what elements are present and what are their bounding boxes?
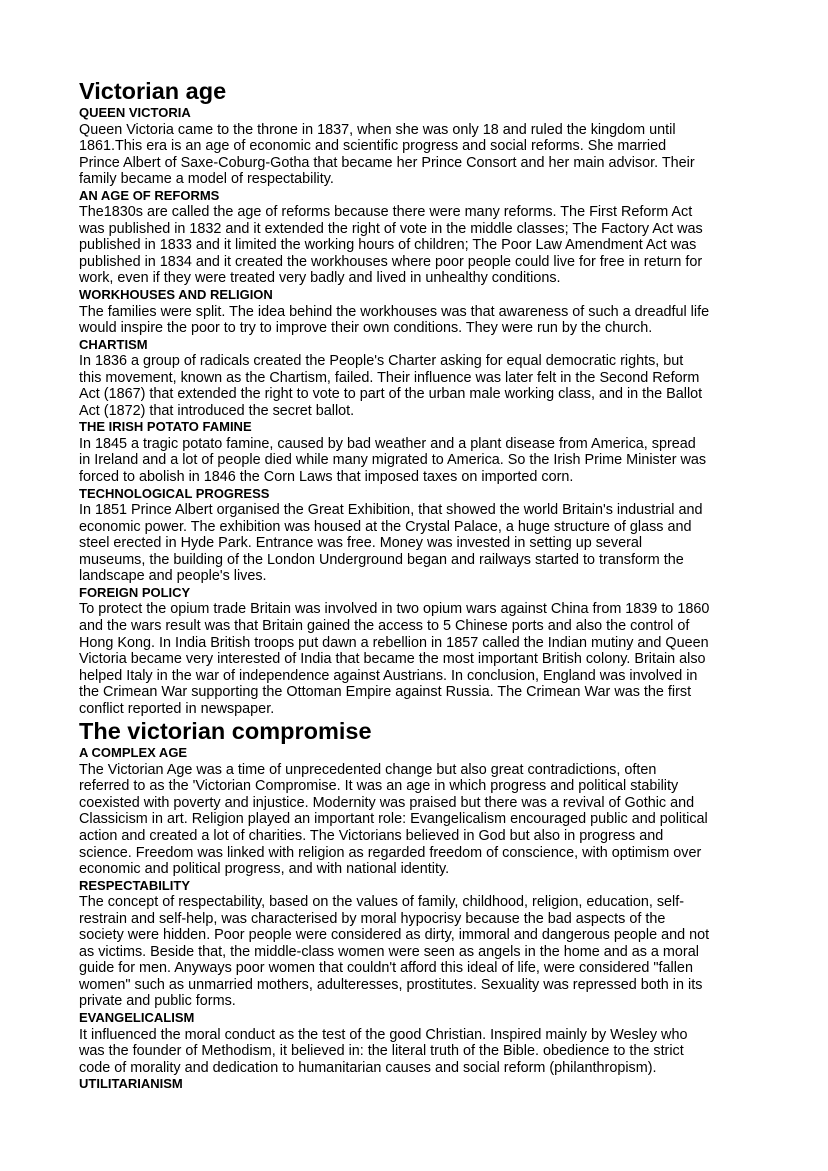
paragraph-line: private and public forms.	[79, 993, 236, 1010]
section	[79, 585, 779, 717]
section	[79, 287, 779, 337]
section-heading: CHARTISM	[79, 336, 148, 352]
part-title: The victorian compromise	[79, 718, 372, 745]
section	[79, 745, 779, 877]
section	[79, 188, 779, 287]
section-paragraph	[79, 353, 779, 419]
section	[79, 1076, 779, 1093]
paragraph-line: Hong Kong. In India British troops put dawn a rebellion in 1857 called the Indian mutiny and Queen	[79, 634, 709, 651]
paragraph-line: family became a model of respectability.	[79, 171, 334, 188]
paragraph-line: in Ireland and a lot of people died while many migrated to America. So the Irish Prime Minister was	[79, 452, 707, 469]
section-heading: UTILITARIANISM	[79, 1076, 183, 1092]
paragraph-line: The1830s are called the age of reforms because there were many reforms. The First Reform Act	[79, 204, 693, 221]
paragraph-line: landscape and people's lives.	[79, 568, 267, 585]
paragraph-line: Victoria became very interested of India that became the most important British colony. Britain also	[79, 651, 706, 668]
paragraph-line: steel erected in Hyde Park. Entrance was free. Money was invested in setting up several	[79, 535, 643, 552]
paragraph-line: conflict reported in newspaper.	[79, 700, 275, 717]
section-heading: THE IRISH POTATO FAMINE	[79, 419, 252, 435]
section-heading: QUEEN VICTORIA	[79, 105, 191, 120]
section	[79, 337, 779, 420]
section-paragraph	[79, 304, 779, 337]
paragraph-line: In 1851 Prince Albert organised the Great Exhibition, that showed the world Britain's industrial and	[79, 502, 703, 519]
paragraph-line: was the founder of Methodism, it believed in: the literal truth of the Bible. obedience to the strict	[79, 1043, 684, 1060]
part-title: Victorian age	[79, 78, 227, 104]
paragraph-line: women" such as unmarried mothers, adulteresses, prostitutes. Sexuality was repressed both in its	[79, 976, 703, 993]
paragraph-line: Prince Albert of Saxe-Coburg-Gotha that became her Prince Consort and her main advisor. Their	[79, 154, 695, 171]
paragraph-line: was published in 1832 and it extended the right of vote in the middle classes; The Factory Act was	[79, 220, 703, 237]
paragraph-line: as victims. Beside that, the middle-class women were seen as angels in the home and as a moral	[79, 943, 699, 960]
paragraph-line: economic and political progress, and with national identity.	[79, 861, 450, 878]
section-paragraph	[79, 436, 779, 486]
section-heading: RESPECTABILITY	[79, 877, 190, 893]
paragraph-line: and the wars result was that Britain gained the access to 5 Chinese ports and also the control of	[79, 617, 690, 634]
paragraph-line: action and created a lot of charities. The Victorians believed in God but also in progress and	[79, 827, 664, 844]
section-heading: AN AGE OF REFORMS	[79, 187, 220, 203]
section-paragraph	[79, 502, 779, 585]
section-heading: FOREIGN POLICY	[79, 584, 191, 600]
paragraph-line: The concept of respectability, based on the values of family, childhood, religion, education, self-	[79, 894, 685, 911]
paragraph-line: referred to as the 'Victorian Compromise. It was an age in which progress and political stability	[79, 778, 679, 795]
paragraph-line: published in 1833 and it limited the working hours of children; The Poor Law Amendment Act was	[79, 237, 697, 254]
section-paragraph	[79, 762, 779, 878]
paragraph-line: this movement, known as the Chartism, failed. Their influence was later felt in the Second Reform	[79, 369, 700, 386]
paragraph-line: would inspire the poor to try to improve their own conditions. They were run by the church.	[79, 320, 653, 337]
paragraph-line: Act (1872) that introduced the secret ballot.	[79, 402, 355, 419]
section-heading: WORKHOUSES AND RELIGION	[79, 287, 273, 303]
paragraph-line: Classicism in art. Religion played an important role: Evangelicalism encouraged public and political	[79, 811, 708, 828]
section	[79, 486, 779, 585]
section-heading: TECHNOLOGICAL PROGRESS	[79, 485, 270, 501]
paragraph-line: society were hidden. Poor people were considered as dirty, immoral and dangerous people and not	[79, 927, 710, 944]
paragraph-line: coexisted with poverty and injustice. Modernity was praised but there was a revival of Gothic and	[79, 794, 695, 811]
section-heading: A COMPLEX AGE	[79, 745, 188, 761]
section	[79, 1010, 779, 1076]
paragraph-line: Act (1867) that extended the right to vote to part of the urban male working class, and in the Ballot	[79, 386, 703, 403]
paragraph-line: guide for men. Anyways poor women that couldn't afford this ideal of life, were considered "fallen	[79, 960, 693, 977]
document-page	[79, 78, 779, 1093]
section-paragraph	[79, 122, 779, 188]
paragraph-line: Queen Victoria came to the throne in 1837, when she was only 18 and ruled the kingdom until	[79, 121, 676, 138]
paragraph-line: The Victorian Age was a time of unprecedented change but also great contradictions, often	[79, 761, 657, 778]
section-paragraph	[79, 204, 779, 287]
paragraph-line: 1861.This era is an age of economic and scientific progress and social reforms. She married	[79, 138, 667, 155]
paragraph-line: The families were split. The idea behind the workhouses was that awareness of such a dreadful life	[79, 303, 710, 320]
section	[79, 419, 779, 485]
paragraph-line: code of morality and dedication to humanitarian causes and social reform (philanthropism).	[79, 1059, 657, 1076]
paragraph-line: To protect the opium trade Britain was involved in two opium wars against China from 1839 to 1860	[79, 601, 710, 618]
section-heading: EVANGELICALISM	[79, 1009, 195, 1025]
section	[79, 105, 779, 188]
paragraph-line: It influenced the moral conduct as the test of the good Christian. Inspired mainly by Wesley who	[79, 1026, 688, 1043]
section-paragraph	[79, 894, 779, 1010]
paragraph-line: economic power. The exhibition was housed at the Crystal Palace, a huge structure of glass and	[79, 518, 692, 535]
section	[79, 878, 779, 1010]
paragraph-line: science. Freedom was linked with religion as regarded freedom of conscience, with optimism over	[79, 844, 702, 861]
paragraph-line: helped Italy in the war of independence against Austrians. In conclusion, England was involved in	[79, 667, 698, 684]
section-paragraph	[79, 1027, 779, 1077]
paragraph-line: the Crimean War supporting the Ottoman Empire against Russia. The Crimean War was the first	[79, 684, 692, 701]
paragraph-line: forced to abolish in 1846 the Corn Laws that imposed taxes on imported corn.	[79, 469, 574, 486]
paragraph-line: In 1836 a group of radicals created the People's Charter asking for equal democratic rights, but	[79, 353, 684, 370]
paragraph-line: published in 1834 and it created the workhouses where poor people could live for free in return for	[79, 253, 703, 270]
section-paragraph	[79, 601, 779, 717]
paragraph-line: In 1845 a tragic potato famine, caused by bad weather and a plant disease from America, spread	[79, 435, 696, 452]
paragraph-line: museums, the building of the London Underground began and railways started to transform the	[79, 551, 684, 568]
paragraph-line: restrain and self-help, was characterised by moral hypocrisy because the bad aspects of the	[79, 910, 666, 927]
paragraph-line: work, even if they were treated very badly and lived in unhealthy conditions.	[79, 270, 561, 287]
